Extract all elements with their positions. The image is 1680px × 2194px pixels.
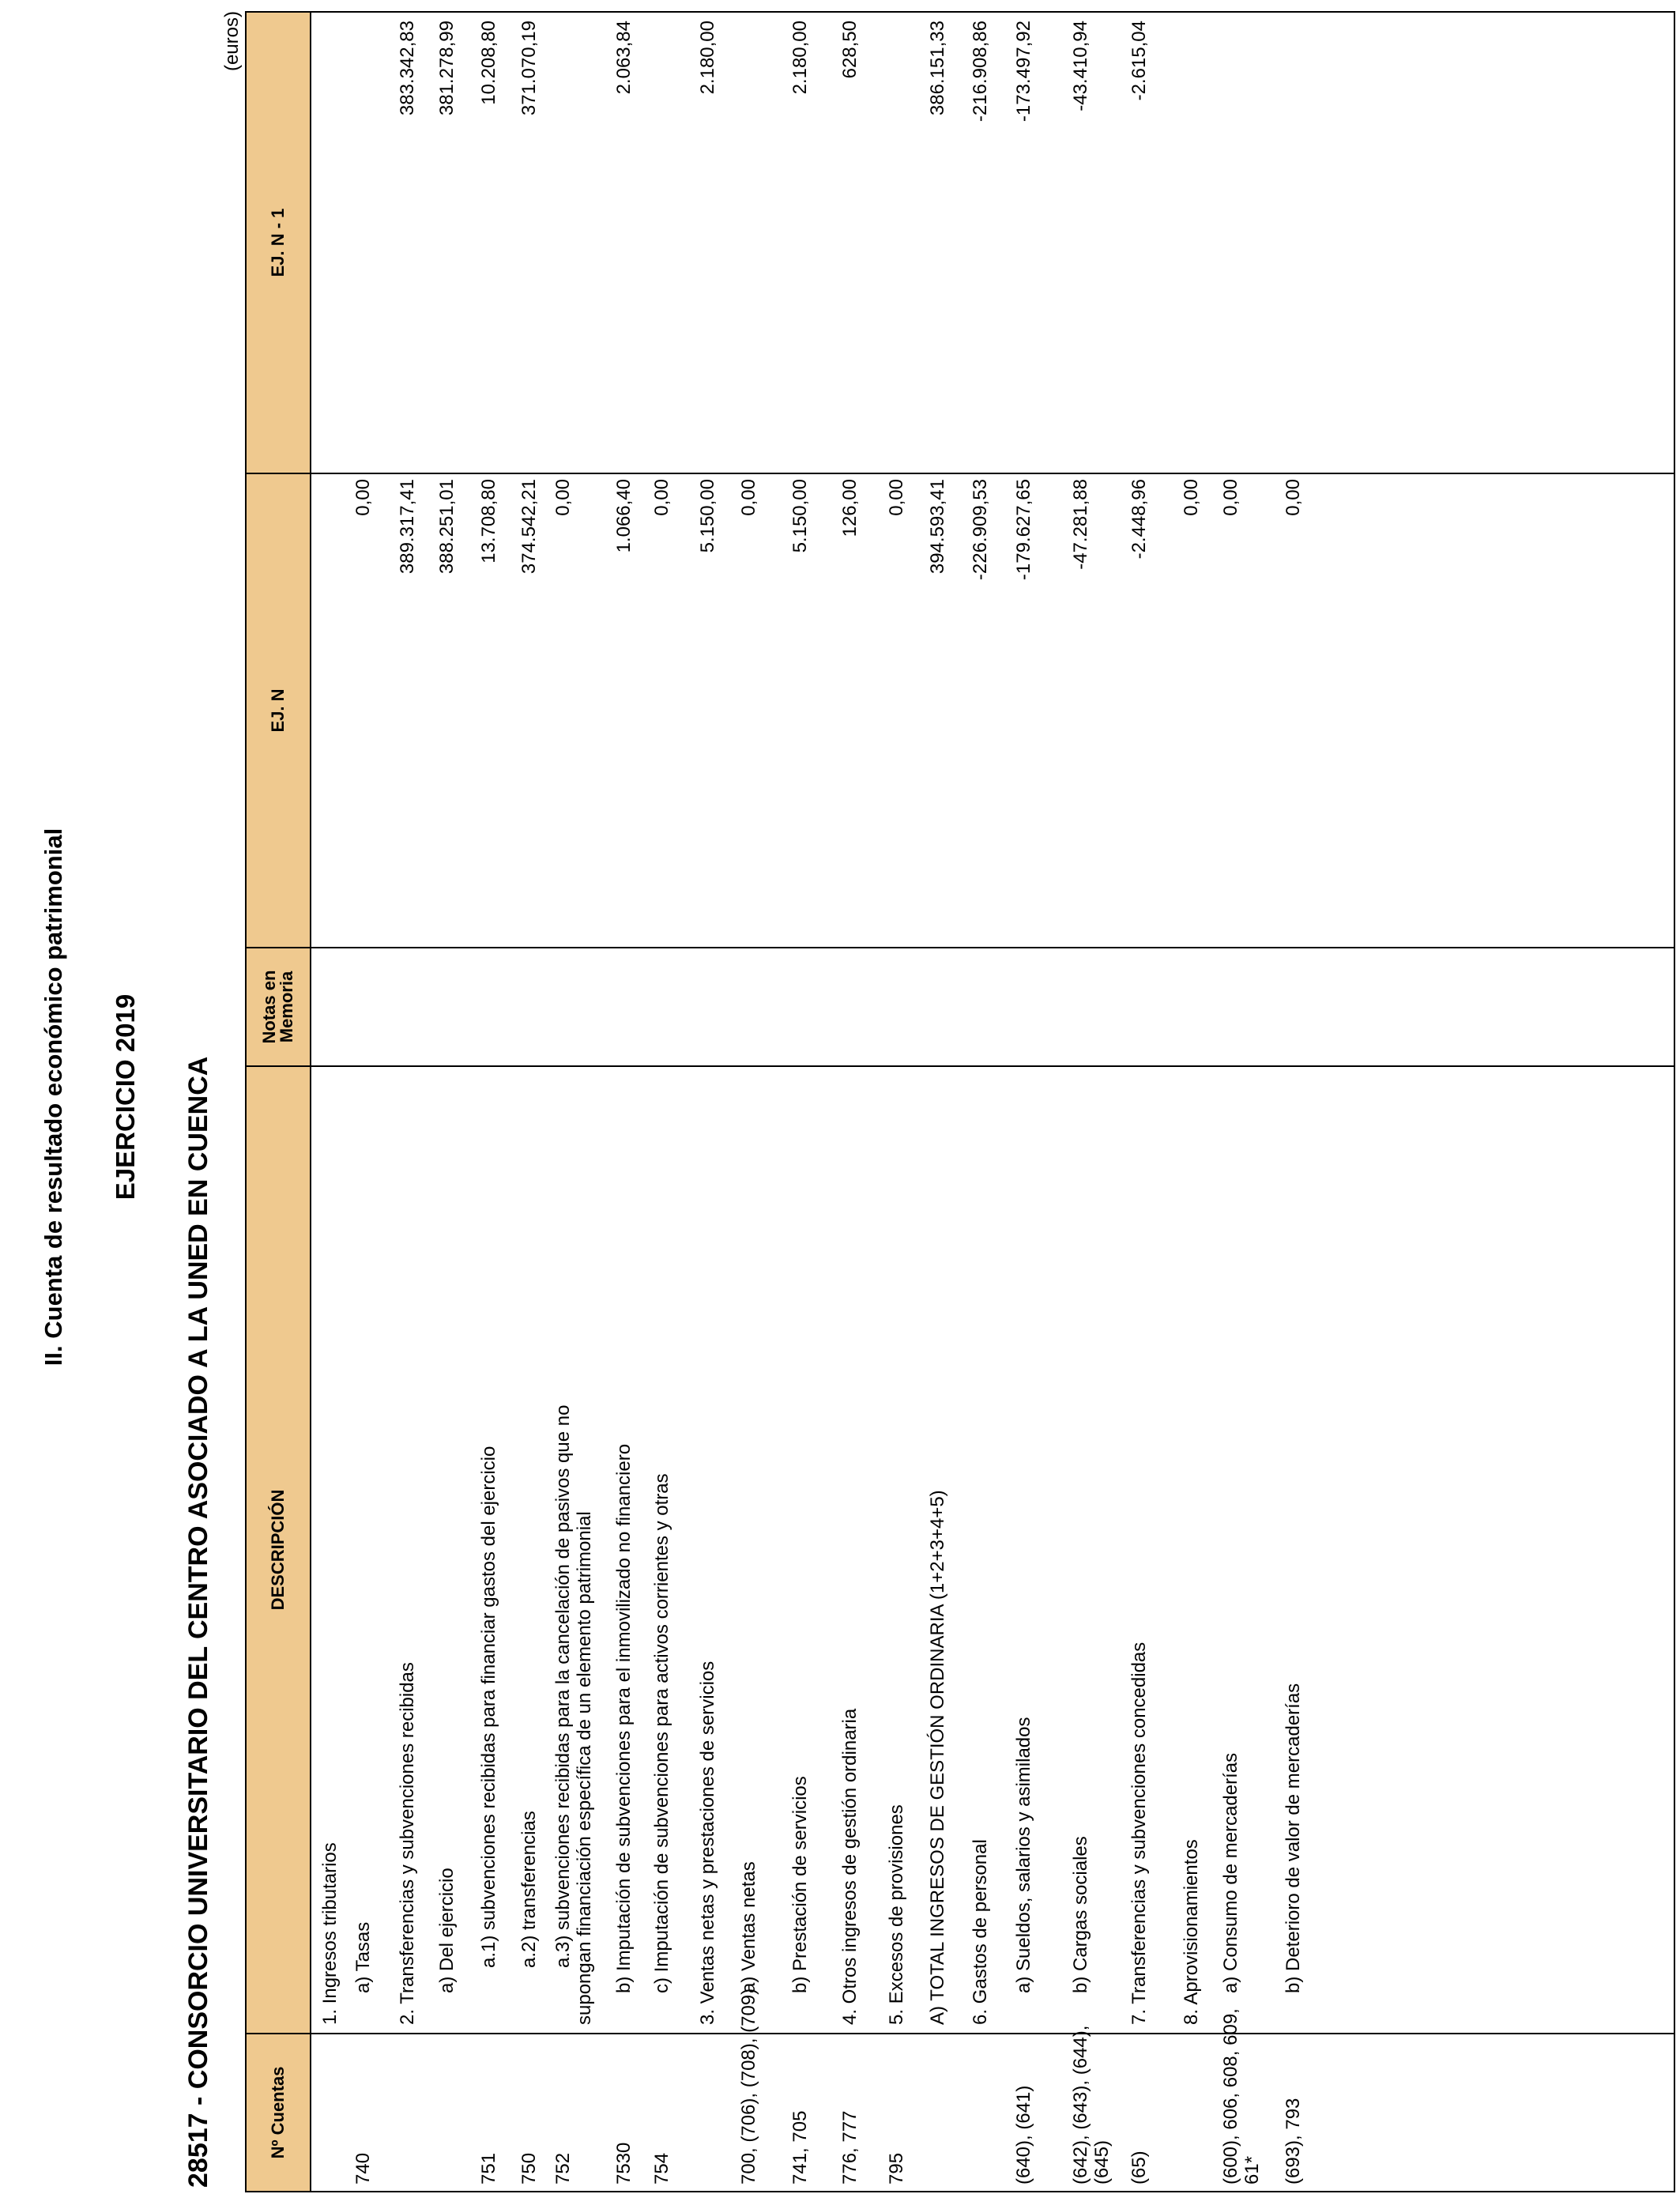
cell-ej-n: 126,00	[839, 479, 861, 537]
cell-descripcion: a.3) subvenciones recibidas para la cancelación de pasivos que no	[552, 1404, 574, 1968]
cell-descripcion: 2. Transferencias y subvenciones recibidas	[397, 1662, 418, 2025]
cell-ej-n1: -43.410,94	[1070, 21, 1091, 111]
col-header-descripcion: DESCRIPCIÓN	[247, 1065, 310, 2033]
col-header-cuentas: Nº Cuentas	[247, 2033, 310, 2191]
cell-descripcion: 4. Otros ingresos de gestión ordinaria	[839, 1708, 861, 2025]
cell-descripcion: a) Tasas	[352, 1921, 374, 1993]
cell-cuentas: 751	[478, 2152, 499, 2185]
cell-ej-n1: 383.342,83	[397, 21, 418, 116]
cell-ej-n: 13.708,80	[478, 479, 499, 564]
cell-descripcion: a) Consumo de mercaderías	[1220, 1752, 1241, 1993]
cell-ej-n1: -173.497,92	[1013, 21, 1034, 123]
cell-ej-n1: -2.615,04	[1128, 21, 1150, 101]
cell-ej-n: 5.150,00	[697, 479, 718, 553]
cell-ej-n: 389.317,41	[397, 479, 418, 575]
cell-cuentas: 795	[886, 2152, 907, 2185]
units-label: (euros)	[221, 11, 243, 72]
cell-ej-n: 0,00	[352, 479, 374, 516]
cell-ej-n: 5.150,00	[789, 479, 811, 553]
cell-ej-n: -47.281,88	[1070, 479, 1091, 570]
cell-descripcion: b) Imputación de subvenciones para el inmovilizado no financiero	[613, 1443, 635, 1993]
header-divider	[310, 13, 311, 2191]
cell-ej-n: 374.542,21	[518, 479, 540, 575]
cell-cuentas: 7530	[613, 2142, 635, 2185]
cell-ej-n1: 381.278,99	[436, 21, 458, 116]
cell-ej-n: 0,00	[651, 479, 672, 516]
col-header-ej-n1: EJ. N - 1	[247, 13, 310, 473]
cell-ej-n1: 2.063,84	[613, 21, 635, 95]
cell-ej-n: 0,00	[886, 479, 907, 516]
cell-ej-n: 1.066,40	[613, 479, 635, 553]
fiscal-year: EJERCICIO 2019	[111, 993, 140, 1201]
cell-cuentas: 754	[651, 2152, 672, 2185]
cell-descripcion: 8. Aprovisionamientos	[1181, 1839, 1202, 2025]
cell-ej-n: -226.909,53	[970, 479, 991, 581]
cell-descripcion: a) Del ejercicio	[436, 1868, 458, 1993]
cell-ej-n: 0,00	[1181, 479, 1202, 516]
cell-descripcion: a.2) transferencias	[518, 1811, 540, 1968]
cell-descripcion: 6. Gastos de personal	[970, 1839, 991, 2025]
cell-descripcion: A) TOTAL INGRESOS DE GESTIÓN ORDINARIA (1+2+3+4+5)	[927, 1490, 948, 2025]
cell-cuentas: 61*	[1241, 2155, 1263, 2185]
cell-descripcion: c) Imputación de subvenciones para activos corrientes y otras	[651, 1473, 672, 1993]
cell-ej-n1: 2.180,00	[789, 21, 811, 95]
cell-ej-n1: 371.070,19	[518, 21, 540, 116]
cell-cuentas: 741, 705	[789, 2110, 811, 2185]
cell-cuentas: (640), (641)	[1013, 2085, 1034, 2185]
cell-cuentas: (65)	[1128, 2151, 1150, 2185]
cell-ej-n: 394.593,41	[927, 479, 948, 575]
results-table	[245, 11, 1675, 2192]
cell-descripcion: a) Ventas netas	[738, 1861, 759, 1993]
cell-descripcion: 5. Excesos de provisiones	[886, 1804, 907, 2025]
cell-cuentas: (645)	[1091, 2139, 1113, 2185]
cell-ej-n: 0,00	[738, 479, 759, 516]
cell-ej-n1: 628,50	[839, 21, 861, 79]
cell-descripcion: a) Sueldos, salarios y asimilados	[1013, 1717, 1034, 1993]
col-header-ej-n: EJ. N	[247, 473, 310, 947]
cell-cuentas: 776, 777	[839, 2110, 861, 2185]
column-divider	[310, 2033, 1674, 2034]
cell-ej-n1: -216.908,86	[970, 21, 991, 123]
cell-descripcion: supongan financiación específica de un elemento patrimonial	[574, 1511, 595, 2025]
cell-ej-n: -179.627,65	[1013, 479, 1034, 581]
cell-ej-n1: 386.151,33	[927, 21, 948, 116]
cell-ej-n: 388.251,01	[436, 479, 458, 575]
cell-descripcion: 7. Transferencias y subvenciones concedidas	[1128, 1642, 1150, 2025]
cell-cuentas: (693), 793	[1283, 2098, 1304, 2185]
cell-ej-n: -2.448,96	[1128, 479, 1150, 560]
column-divider	[310, 1065, 1674, 1067]
cell-cuentas: (642), (643), (644),	[1070, 2025, 1091, 2185]
cell-ej-n1: 2.180,00	[697, 21, 718, 95]
cell-cuentas: 740	[352, 2152, 374, 2185]
cell-cuentas: 700, (706), (708), (709)	[738, 1988, 759, 2185]
cell-descripcion: 1. Ingresos tributarios	[319, 1842, 341, 2025]
cell-ej-n1: 10.208,80	[478, 21, 499, 105]
cell-descripcion: b) Deterioro de valor de mercaderías	[1283, 1683, 1304, 1993]
entity-name: 28517 - CONSORCIO UNIVERSITARIO DEL CENTRO ASOCIADO A LA UNED EN CUENCA	[183, 1056, 213, 2188]
cell-cuentas: (600), 606, 608, 609,	[1220, 2008, 1241, 2185]
col-header-notas: Notas en Memoria	[247, 947, 310, 1065]
cell-ej-n: 0,00	[552, 479, 574, 516]
cell-descripcion: b) Cargas sociales	[1070, 1836, 1091, 1993]
cell-descripcion: b) Prestación de servicios	[789, 1776, 811, 1993]
cell-descripcion: a.1) subvenciones recibidas para financiar gastos del ejercicio	[478, 1446, 499, 1968]
column-divider	[310, 947, 1674, 948]
cell-cuentas: 752	[552, 2152, 574, 2185]
page-title: II. Cuenta de resultado económico patrimonial	[40, 827, 67, 1367]
cell-ej-n: 0,00	[1220, 479, 1241, 516]
cell-cuentas: 750	[518, 2152, 540, 2185]
cell-descripcion: 3. Ventas netas y prestaciones de servicios	[697, 1661, 718, 2025]
cell-ej-n: 0,00	[1283, 479, 1304, 516]
column-divider	[310, 473, 1674, 474]
